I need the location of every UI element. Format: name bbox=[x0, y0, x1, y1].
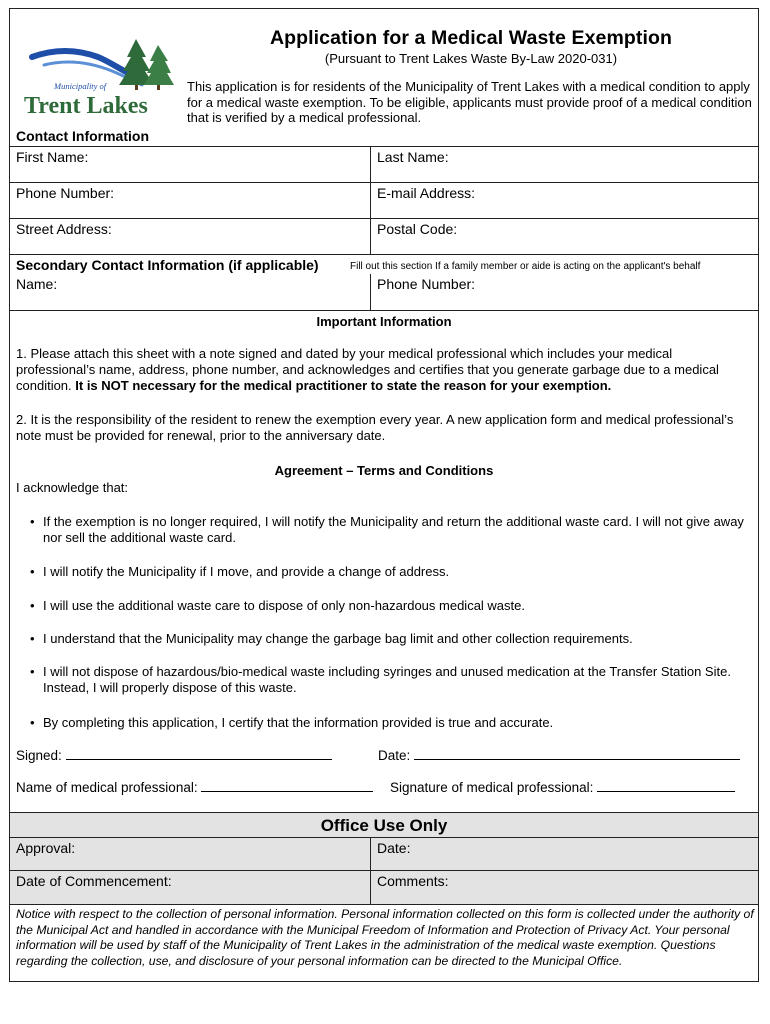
secondary-heading-row bbox=[10, 254, 758, 274]
important-p1-text: 1. Please attach this sheet with a note signed and dated by your medical professional which includes your medical professional’s name, address, phone number, and acknowledges and certifies that you generate garbage due to a medical condition. bbox=[16, 346, 719, 393]
page-title: Application for a Medical Waste Exemption bbox=[269, 27, 673, 49]
application-form bbox=[9, 8, 759, 982]
office-row-1 bbox=[10, 837, 758, 870]
list-item: • I will use the additional waste care to dispose of only non-hazardous medical waste. bbox=[30, 598, 525, 613]
email-field[interactable] bbox=[371, 183, 758, 218]
approval-label: Approval: bbox=[16, 840, 76, 856]
list-item: • I will notify the Municipality if I move, and provide a change of address. bbox=[30, 564, 450, 579]
date-label: Date: bbox=[378, 748, 411, 763]
privacy-notice: Notice with respect to the collection of personal information. Personal information collected on this form is collected under the authority of the Municipal Act and handled in accordance with the Municipal Freedom of Information and Protection of Privacy Act. Your personal information will be used by staff of the Municipality of Trent Lakes in the administration of the medical waste exemption. Questions regarding the collection, use, and disclosure of your personal information can be directed to the Municipal Office. bbox=[16, 907, 754, 968]
contact-heading: Contact Information bbox=[16, 128, 149, 144]
important-paragraph-1 bbox=[16, 346, 752, 394]
date-field[interactable] bbox=[378, 747, 740, 763]
office-date-label: Date: bbox=[377, 840, 411, 856]
street-address-field[interactable] bbox=[10, 219, 371, 254]
list-item: • I understand that the Municipality may change the garbage bag limit and other collection requirements. bbox=[30, 631, 633, 646]
divider bbox=[10, 310, 758, 311]
office-row-2 bbox=[10, 870, 758, 904]
important-p1-bold: It is NOT necessary for the medical practitioner to state the reason for your exemption. bbox=[75, 378, 612, 393]
phone-field[interactable] bbox=[10, 183, 371, 218]
logo-name-text: Trent Lakes bbox=[24, 93, 148, 119]
phone-label: Phone Number: bbox=[16, 185, 115, 201]
office-date-field[interactable] bbox=[371, 838, 758, 870]
commencement-label: Date of Commencement: bbox=[16, 873, 172, 889]
comments-field[interactable] bbox=[371, 871, 758, 904]
last-name-field[interactable] bbox=[371, 147, 758, 182]
commencement-field[interactable] bbox=[10, 871, 371, 904]
signed-label: Signed: bbox=[16, 748, 62, 763]
logo-small-text: Municipality of bbox=[54, 81, 107, 91]
contact-row-address bbox=[10, 218, 758, 254]
form-header bbox=[10, 9, 758, 127]
office-heading: Office Use Only bbox=[320, 816, 448, 835]
intro-text: This application is for residents of the Municipality of Trent Lakes with a medical condition to apply for a medical waste exemption. To be eligible, applicants must provide proof of a medical condition that is verified by a medical professional. bbox=[187, 79, 752, 125]
medical-professional-name-field[interactable] bbox=[16, 779, 373, 795]
comments-label: Comments: bbox=[377, 873, 449, 889]
important-paragraph-2: 2. It is the responsibility of the resident to renew the exemption every year. A new application form and medical professional’s note must be provided for renewal, prior to the anniversary date. bbox=[16, 412, 734, 443]
postal-code-field[interactable] bbox=[371, 219, 758, 254]
list-item: • If the exemption is no longer required, I will notify the Municipality and return the additional waste card. I will not give away nor sell the additional waste card. bbox=[30, 514, 744, 545]
agreement-heading: Agreement – Terms and Conditions bbox=[274, 463, 494, 478]
approval-field[interactable] bbox=[10, 838, 371, 870]
postal-label: Postal Code: bbox=[377, 221, 458, 237]
office-heading-row bbox=[10, 812, 758, 837]
contact-row-phone bbox=[10, 182, 758, 218]
street-label: Street Address: bbox=[16, 221, 112, 237]
agreement-lead: I acknowledge that: bbox=[16, 480, 129, 495]
medical-professional-signature-field[interactable] bbox=[390, 779, 735, 795]
med-sig-label: Signature of medical professional: bbox=[390, 780, 594, 795]
list-item: • By completing this application, I certify that the information provided is true and accurate. bbox=[30, 715, 554, 730]
important-heading: Important Information bbox=[316, 314, 452, 329]
secondary-heading: Secondary Contact Information (if applicable) bbox=[16, 257, 319, 273]
list-item: • I will not dispose of hazardous/bio-medical waste including syringes and unused medication at the Transfer Station Site. Instead, I will properly dispose of this waste. bbox=[30, 664, 731, 695]
secondary-phone-field[interactable] bbox=[371, 274, 758, 310]
secondary-phone-label: Phone Number: bbox=[377, 276, 476, 292]
trent-lakes-logo bbox=[14, 35, 186, 131]
secondary-name-field[interactable] bbox=[10, 274, 371, 310]
email-label: E-mail Address: bbox=[377, 185, 476, 201]
med-name-label: Name of medical professional: bbox=[16, 780, 198, 795]
signed-field[interactable] bbox=[16, 747, 332, 763]
contact-row-name bbox=[10, 146, 758, 182]
first-name-field[interactable] bbox=[10, 147, 371, 182]
secondary-note: Fill out this section If a family member or aide is acting on the applicant's behalf bbox=[350, 261, 701, 272]
secondary-name-label: Name: bbox=[16, 276, 58, 292]
privacy-notice-box bbox=[10, 904, 758, 982]
first-name-label: First Name: bbox=[16, 149, 89, 165]
last-name-label: Last Name: bbox=[377, 149, 449, 165]
secondary-row bbox=[10, 274, 758, 310]
page-subtitle: (Pursuant to Trent Lakes Waste By-Law 2020-031) bbox=[324, 51, 618, 66]
